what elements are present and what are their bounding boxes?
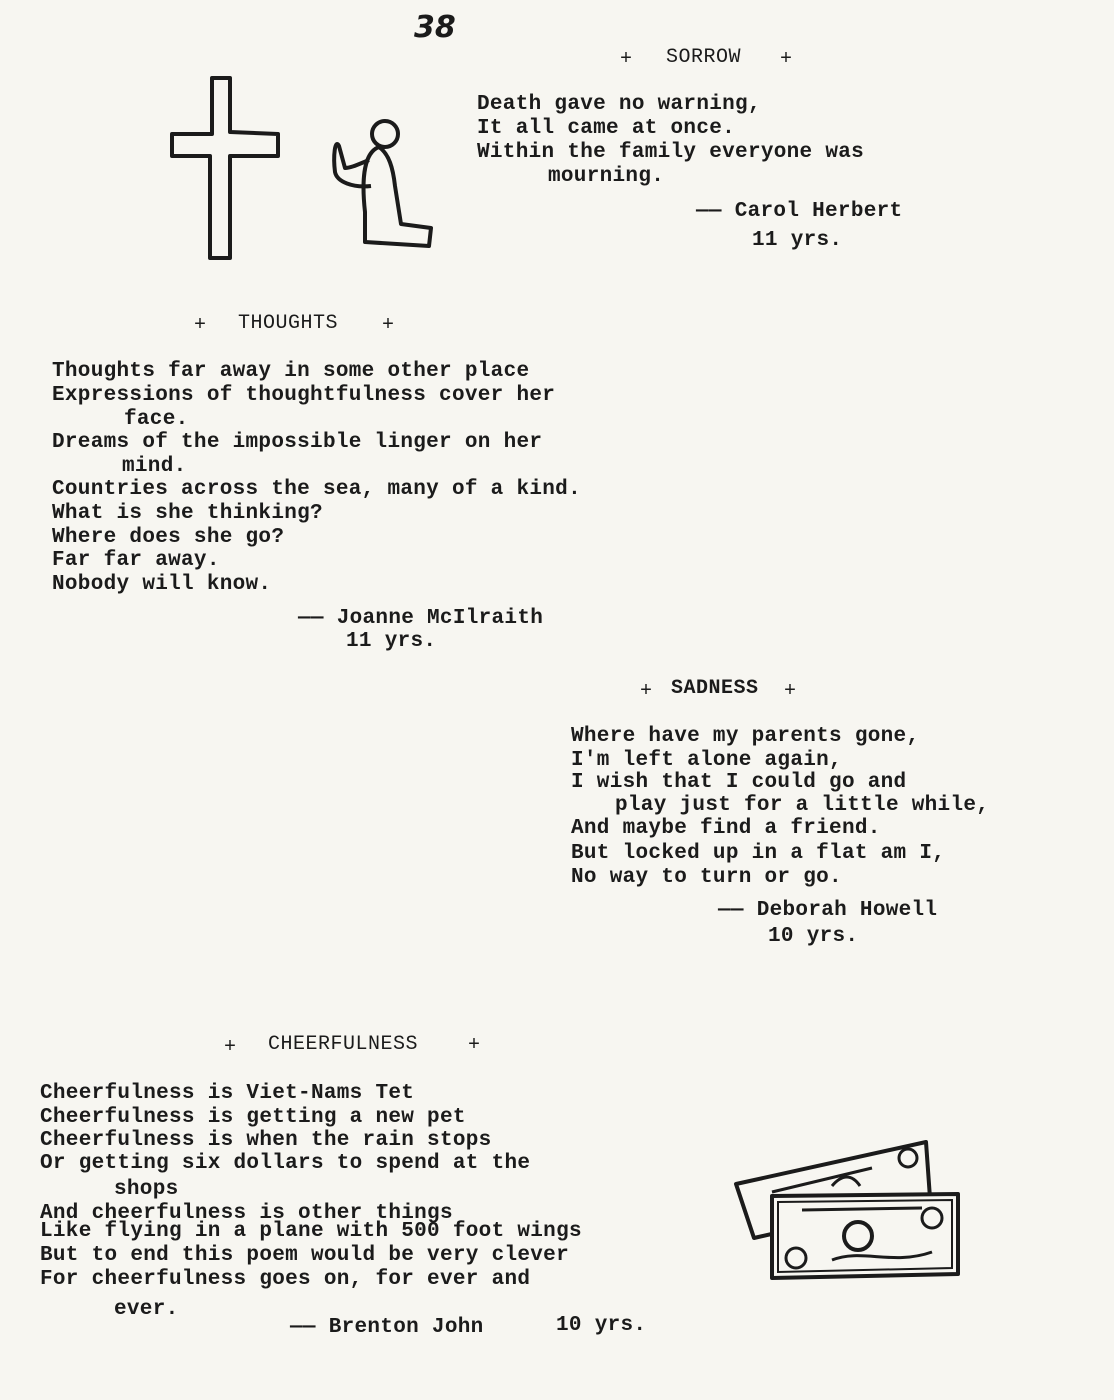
cheerfulness-line: Cheerfulness is Viet-Nams Tet — [40, 1082, 415, 1105]
cheerfulness-title: CHEERFULNESS — [268, 1033, 419, 1056]
thoughts-line: Thoughts far away in some other place — [52, 360, 530, 383]
thoughts-line: Where does she go? — [52, 526, 285, 549]
cheerfulness-line: For cheerfulness goes on, for ever and — [40, 1268, 531, 1291]
sorrow-title-mark-left: + — [620, 48, 633, 71]
thoughts-line: face. — [124, 408, 189, 431]
kneeling-figure-drawing — [325, 116, 445, 256]
sorrow-title: SORROW — [666, 46, 742, 69]
sadness-title-mark-left: + — [640, 680, 653, 703]
sadness-title: SADNESS — [671, 677, 759, 700]
cheerfulness-line: And cheerfulness is other things — [40, 1202, 453, 1225]
cheerfulness-title-mark-left: + — [224, 1036, 237, 1059]
sadness-author: —— Deborah Howell — [718, 899, 938, 922]
sorrow-line: Death gave no warning, — [477, 93, 761, 116]
thoughts-age: 11 yrs. — [346, 630, 437, 653]
sadness-line: play just for a little while, — [615, 794, 990, 817]
thoughts-line: mind. — [122, 455, 187, 478]
cheerfulness-author: —— Brenton John — [290, 1316, 484, 1339]
thoughts-title-mark-right: + — [382, 314, 395, 337]
sadness-line: No way to turn or go. — [571, 866, 842, 889]
thoughts-line: Nobody will know. — [52, 573, 272, 596]
sadness-line: I wish that I could go and — [571, 771, 907, 794]
sorrow-title-mark-right: + — [780, 48, 793, 71]
cheerfulness-line: But to end this poem would be very clever — [40, 1244, 569, 1267]
thoughts-line: Far far away. — [52, 549, 220, 572]
cheerfulness-title-mark-right: + — [468, 1034, 481, 1057]
cheerfulness-line: Or getting six dollars to spend at the — [40, 1152, 531, 1175]
sorrow-age: 11 yrs. — [752, 229, 843, 252]
thoughts-line: What is she thinking? — [52, 502, 323, 525]
dollar-bills-drawing — [732, 1138, 972, 1288]
thoughts-line: Expressions of thoughtfulness cover her — [52, 384, 556, 407]
sorrow-line: Within the family everyone was — [477, 141, 865, 164]
sadness-line: And maybe find a friend. — [571, 817, 881, 840]
sorrow-author: —— Carol Herbert — [696, 200, 903, 223]
cheerfulness-line: Cheerfulness is when the rain stops — [40, 1129, 492, 1152]
sadness-line: But locked up in a flat am I, — [571, 842, 946, 865]
cheerfulness-line: shops — [114, 1178, 179, 1201]
cheerfulness-line: ever. — [114, 1298, 179, 1321]
sadness-line: I'm left alone again, — [571, 749, 842, 772]
sadness-title-mark-right: + — [784, 680, 797, 703]
page-number: 38 — [414, 10, 456, 45]
thoughts-line: Countries across the sea, many of a kind. — [52, 478, 581, 501]
cheerfulness-line: Like flying in a plane with 500 foot wings — [40, 1220, 582, 1243]
sorrow-line: It all came at once. — [477, 117, 736, 140]
thoughts-author: —— Joanne McIlraith — [298, 607, 544, 630]
thoughts-line: Dreams of the impossible linger on her — [52, 431, 543, 454]
thoughts-title-mark-left: + — [194, 314, 207, 337]
cheerfulness-line: Cheerfulness is getting a new pet — [40, 1106, 466, 1129]
sadness-age: 10 yrs. — [768, 925, 859, 948]
cheerfulness-age: 10 yrs. — [556, 1314, 647, 1337]
cross-drawing — [168, 76, 288, 266]
sadness-line: Where have my parents gone, — [571, 725, 920, 748]
thoughts-title: THOUGHTS — [238, 312, 339, 335]
sorrow-line: mourning. — [548, 165, 665, 188]
